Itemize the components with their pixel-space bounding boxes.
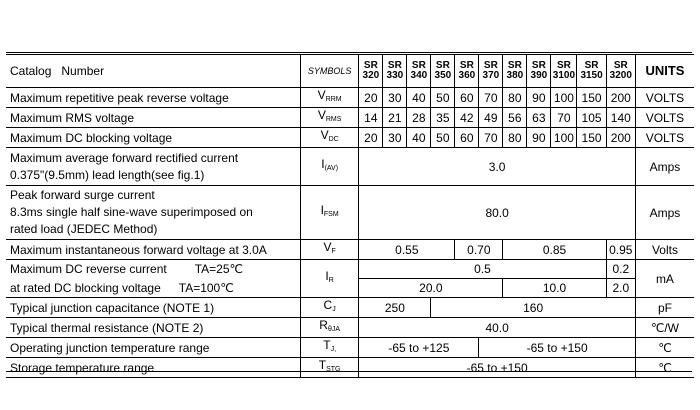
table-row <box>6 358 694 378</box>
unit-cell: VOLTS <box>635 108 694 128</box>
table-row <box>6 298 694 318</box>
value-cell: 70 <box>479 128 503 148</box>
unit-cell: VOLTS <box>635 128 694 148</box>
value-cell: 40 <box>407 88 431 108</box>
param-label: Operating junction temperature range <box>6 338 300 358</box>
value-cell: 2.0 <box>606 279 635 298</box>
table-header-row <box>6 55 694 88</box>
header-symbols: SYMBOLS <box>300 55 358 88</box>
value-cell: 28 <box>407 108 431 128</box>
value-cell: 10.0 <box>503 279 606 298</box>
unit-cell: Volts <box>635 240 694 260</box>
table-row <box>6 186 694 240</box>
value-cell: 80 <box>503 88 527 108</box>
header-number: Number <box>61 64 105 78</box>
value-cell: 150 <box>577 128 606 148</box>
param-symbol: $R_{\theta JA}$ <box>300 318 358 338</box>
value-cell: 100 <box>551 128 577 148</box>
param-symbol: $T_{J,}$ <box>300 338 358 358</box>
param-label: Maximum DC blocking voltage <box>6 128 300 148</box>
header-model: SR 3100 <box>551 55 577 88</box>
param-symbol: $V_{DC}$ <box>300 128 358 148</box>
unit-cell: Amps <box>635 186 694 240</box>
value-cell: 100 <box>551 88 577 108</box>
header-model: SR 350 <box>431 55 455 88</box>
value-cell: 60 <box>455 128 479 148</box>
param-label: Storage temperature range <box>6 358 300 378</box>
ratings-table <box>6 54 694 378</box>
param-label: Typical thermal resistance (NOTE 2) <box>6 318 300 338</box>
table-row <box>6 128 694 148</box>
value-cell: 3.0 <box>359 148 636 186</box>
table-row <box>6 148 694 186</box>
value-cell: 40.0 <box>359 318 636 338</box>
param-symbol: $C_J$ <box>300 298 358 318</box>
value-cell: 160 <box>431 298 636 318</box>
header-model: SR 3150 <box>577 55 606 88</box>
value-cell: 0.5 <box>359 260 606 279</box>
value-cell: 200 <box>606 88 635 108</box>
header-model: SR 380 <box>503 55 527 88</box>
value-cell: 14 <box>359 108 383 128</box>
unit-cell: VOLTS <box>635 88 694 108</box>
header-model: SR 3200 <box>606 55 635 88</box>
value-cell: 60 <box>455 88 479 108</box>
value-cell: 70 <box>479 88 503 108</box>
header-model: SR 340 <box>407 55 431 88</box>
value-cell: 250 <box>359 298 431 318</box>
unit-cell: ℃ <box>635 358 694 378</box>
value-cell: 20 <box>359 128 383 148</box>
value-cell: 21 <box>383 108 407 128</box>
value-cell: 0.85 <box>503 240 606 260</box>
param-symbol: $V_{RRM}$ <box>300 88 358 108</box>
header-model: SR 390 <box>527 55 551 88</box>
value-cell: 50 <box>431 88 455 108</box>
value-cell: 0.2 <box>606 260 635 279</box>
value-cell: 49 <box>479 108 503 128</box>
value-cell: 50 <box>431 128 455 148</box>
value-cell: -65 to +125 <box>359 338 479 358</box>
header-catalog: Catalog <box>10 64 52 78</box>
param-symbol: $I_{FSM}$ <box>300 186 358 240</box>
value-cell: 140 <box>606 108 635 128</box>
value-cell: 80 <box>503 128 527 148</box>
table-row <box>6 108 694 128</box>
param-symbol: $V_F$ <box>300 240 358 260</box>
value-cell: 105 <box>577 108 606 128</box>
header-model: SR 370 <box>479 55 503 88</box>
header-model: SR 330 <box>383 55 407 88</box>
table-row <box>6 338 694 358</box>
param-label: Peak forward surge current 8.3ms single half sine-wave superimposed on rated load (JEDEC Method) <box>6 186 300 240</box>
header-model: SR 360 <box>455 55 479 88</box>
value-cell: 40 <box>407 128 431 148</box>
param-symbol: $I_{(AV)}$ <box>300 148 358 186</box>
param-label: Maximum DC reverse current TA=25℃ <box>6 260 300 279</box>
header-model: SR 320 <box>359 55 383 88</box>
table-row <box>6 260 694 279</box>
unit-cell: ℃ <box>635 338 694 358</box>
unit-cell: ℃/W <box>635 318 694 338</box>
value-cell: 150 <box>577 88 606 108</box>
value-cell: 20.0 <box>359 279 503 298</box>
param-label: Maximum instantaneous forward voltage at 3.0A <box>6 240 300 260</box>
header-catalog-number <box>6 55 300 88</box>
value-cell: 30 <box>383 88 407 108</box>
header-units: UNITS <box>635 55 694 88</box>
value-cell: 200 <box>606 128 635 148</box>
unit-cell: mA <box>635 260 694 298</box>
unit-cell: Amps <box>635 148 694 186</box>
value-cell: -65 to +150 <box>479 338 636 358</box>
param-label: Maximum RMS voltage <box>6 108 300 128</box>
value-cell: 42 <box>455 108 479 128</box>
value-cell: 90 <box>527 88 551 108</box>
param-label: Typical junction capacitance (NOTE 1) <box>6 298 300 318</box>
value-cell: 0.70 <box>455 240 503 260</box>
value-cell: 0.95 <box>606 240 635 260</box>
param-label: at rated DC blocking voltage TA=100℃ <box>6 279 300 298</box>
table-row <box>6 240 694 260</box>
value-cell: 56 <box>503 108 527 128</box>
value-cell: 0.55 <box>359 240 455 260</box>
table-row <box>6 88 694 108</box>
param-label: Maximum average forward rectified current 0.375"(9.5mm) lead length(see fig.1) <box>6 148 300 186</box>
value-cell: 90 <box>527 128 551 148</box>
value-cell: 80.0 <box>359 186 636 240</box>
value-cell: 63 <box>527 108 551 128</box>
param-symbol: $T_{STG}$ <box>300 358 358 378</box>
unit-cell: pF <box>635 298 694 318</box>
value-cell: 70 <box>551 108 577 128</box>
value-cell: 20 <box>359 88 383 108</box>
value-cell: 30 <box>383 128 407 148</box>
param-symbol: $V_{RMS}$ <box>300 108 358 128</box>
table-row <box>6 318 694 338</box>
param-symbol: $I_R$ <box>300 260 358 298</box>
param-label: Maximum repetitive peak reverse voltage <box>6 88 300 108</box>
value-cell: 35 <box>431 108 455 128</box>
value-cell: -65 to +150 <box>359 358 636 378</box>
